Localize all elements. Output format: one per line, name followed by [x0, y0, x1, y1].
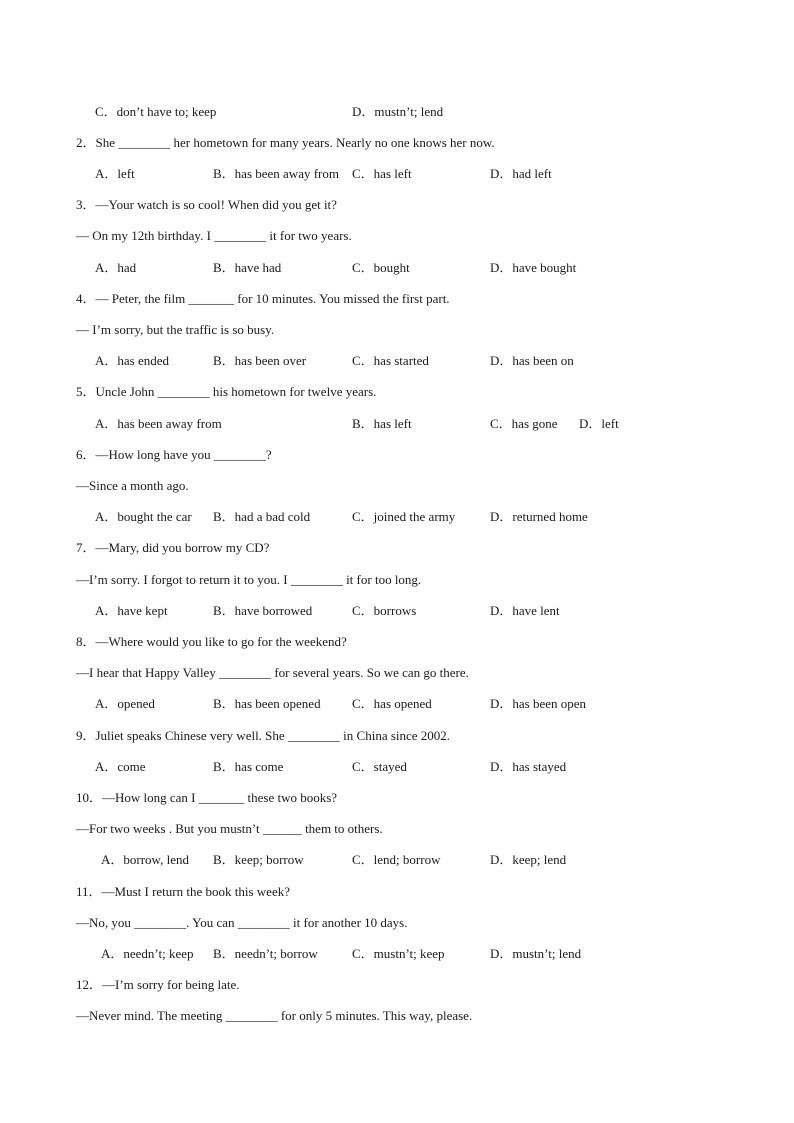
option-d: D．have lent	[490, 603, 560, 618]
option-b: B．has been away from	[213, 166, 339, 181]
question-7-reply: —I’m sorry. I forgot to return it to you. I ________ it for too long.	[76, 572, 422, 587]
question-6: 6．—How long have you ________?	[76, 447, 272, 462]
option-d: D．have bought	[490, 260, 577, 275]
option-b: B．has been opened	[213, 696, 321, 711]
question-2: 2．She ________ her hometown for many years. Nearly no one knows her now.	[76, 135, 495, 150]
option-b: B．have borrowed	[213, 603, 313, 618]
option-c: C．stayed	[352, 759, 407, 774]
option-c: C．has gone	[490, 416, 558, 431]
option-d: D．left	[579, 416, 619, 431]
option-b: B．had a bad cold	[213, 509, 311, 524]
option-c: C．lend; borrow	[352, 852, 441, 867]
option-a: A．left	[95, 166, 135, 181]
question-12: 12．—I’m sorry for being late.	[76, 977, 240, 992]
option-b: B．has been over	[213, 353, 307, 368]
option-b: B．has left	[352, 416, 412, 431]
question-10: 10．—How long can I _______ these two books?	[76, 790, 338, 805]
question-4: 4．— Peter, the film _______ for 10 minutes. You missed the first part.	[76, 291, 450, 306]
option-d: D．has stayed	[490, 759, 567, 774]
option-c: C．has opened	[352, 696, 432, 711]
option-a: A．has ended	[95, 353, 170, 368]
option-b: B．keep; borrow	[213, 852, 304, 867]
option-d: D．mustn’t; lend	[490, 946, 582, 961]
question-9: 9．Juliet speaks Chinese very well. She ________ in China since 2002.	[76, 728, 451, 743]
option-c: C．has left	[352, 166, 412, 181]
option-a: A．has been away from	[95, 416, 222, 431]
option-b: B．needn’t; borrow	[213, 946, 318, 961]
question-5: 5．Uncle John ________ his hometown for twelve years.	[76, 384, 377, 399]
option-c: C．bought	[352, 260, 410, 275]
question-3: 3．—Your watch is so cool! When did you get it?	[76, 197, 337, 212]
question-8: 8．—Where would you like to go for the weekend?	[76, 634, 347, 649]
option-d: D．had left	[490, 166, 552, 181]
option-d: D．has been open	[490, 696, 587, 711]
option-a: A．have kept	[95, 603, 168, 618]
question-4-reply: — I’m sorry, but the traffic is so busy.	[76, 322, 275, 337]
question-10-reply: —For two weeks . But you mustn’t ______ them to others.	[76, 821, 383, 836]
option-d: D．keep; lend	[490, 852, 567, 867]
option-b: B．have had	[213, 260, 282, 275]
question-6-reply: —Since a month ago.	[76, 478, 189, 493]
option-a: A．bought the car	[95, 509, 192, 524]
question-12-reply: —Never mind. The meeting ________ for only 5 minutes. This way, please.	[76, 1008, 473, 1023]
option-c: C．joined the army	[352, 509, 456, 524]
option-d: D．mustn’t; lend	[352, 104, 444, 119]
option-a: A．borrow, lend	[101, 852, 189, 867]
option-c: C．mustn’t; keep	[352, 946, 445, 961]
option-c: C．has started	[352, 353, 429, 368]
option-d: D．has been on	[490, 353, 574, 368]
option-b: B．has come	[213, 759, 284, 774]
option-c: C．borrows	[352, 603, 417, 618]
question-3-reply: — On my 12th birthday. I ________ it for two years.	[76, 228, 352, 243]
question-11: 11．—Must I return the book this week?	[76, 884, 290, 899]
option-a: A．opened	[95, 696, 155, 711]
question-8-reply: —I hear that Happy Valley ________ for several years. So we can go there.	[76, 665, 469, 680]
question-7: 7．—Mary, did you borrow my CD?	[76, 540, 270, 555]
option-a: A．had	[95, 260, 137, 275]
option-d: D．returned home	[490, 509, 588, 524]
option-c: C．don’t have to; keep	[95, 104, 217, 119]
question-11-reply: —No, you ________. You can ________ it for another 10 days.	[76, 915, 408, 930]
option-a: A．needn’t; keep	[101, 946, 194, 961]
option-a: A．come	[95, 759, 146, 774]
